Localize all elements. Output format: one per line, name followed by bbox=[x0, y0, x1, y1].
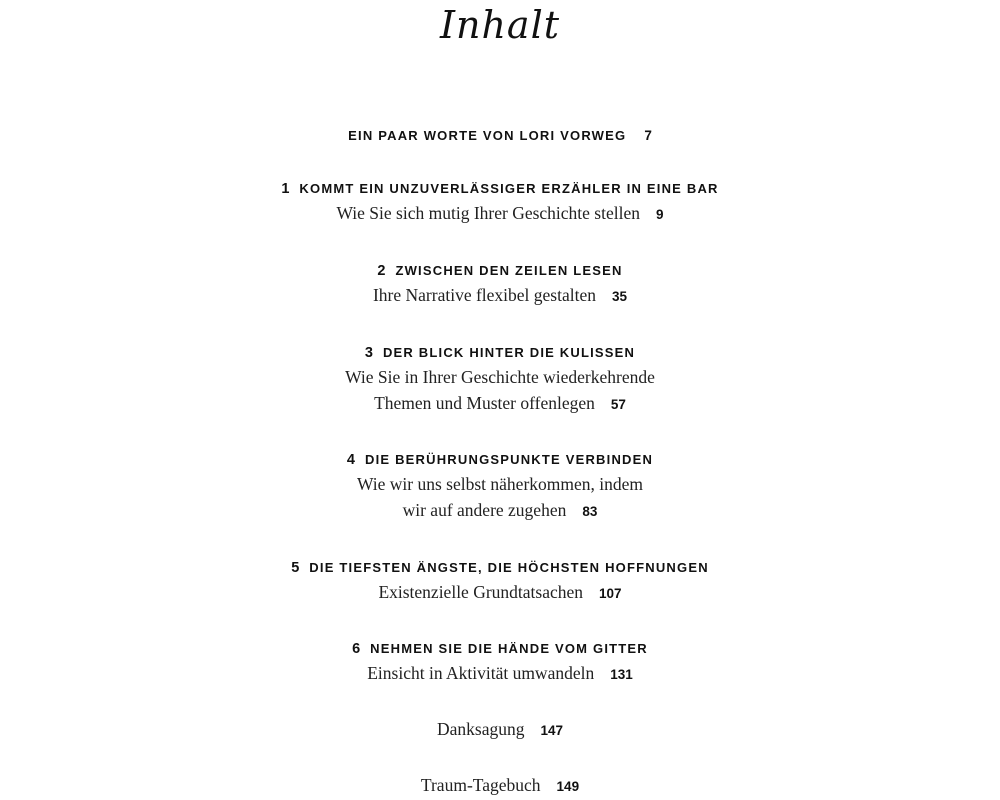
chapter-page: 35 bbox=[611, 289, 628, 304]
chapter-number: 4 bbox=[346, 452, 355, 468]
toc-chapter-5-heading[interactable] bbox=[0, 559, 1000, 577]
chapter-page: 83 bbox=[582, 504, 598, 519]
chapter-number: 5 bbox=[291, 560, 300, 576]
toc-intro-label: EIN PAAR WORTE VON LORI VORWEG bbox=[348, 128, 627, 143]
toc-acknowledgements[interactable] bbox=[0, 719, 1000, 740]
chapter-title: DER BLICK HINTER DIE KULISSEN bbox=[382, 345, 636, 360]
backmatter-page: 149 bbox=[556, 779, 580, 794]
chapter-title: DIE BERÜHRUNGSPUNKTE VERBINDEN bbox=[365, 452, 654, 467]
chapter-page: 131 bbox=[610, 667, 633, 682]
chapter-number: 6 bbox=[352, 641, 361, 657]
toc-chapter-1-subtitle[interactable] bbox=[0, 203, 1000, 224]
toc-chapter-1-heading[interactable] bbox=[0, 180, 1000, 198]
chapter-page: 107 bbox=[599, 586, 622, 601]
chapter-title: KOMMT EIN UNZUVERLÄSSIGER ERZÄHLER IN EINE BAR bbox=[299, 181, 719, 196]
toc-chapter-6-subtitle[interactable] bbox=[0, 663, 1000, 684]
backmatter-label: Danksagung bbox=[436, 719, 525, 739]
chapter-number: 3 bbox=[364, 345, 373, 361]
page-title: Inhalt bbox=[439, 3, 561, 47]
toc-chapter-3-heading[interactable] bbox=[0, 344, 1000, 362]
toc-chapter-4-subtitle-line-2[interactable] bbox=[0, 500, 1000, 521]
chapter-subtitle: Wie Sie in Ihrer Geschichte wiederkehrende bbox=[345, 367, 655, 387]
toc-chapter-2-heading[interactable] bbox=[0, 262, 1000, 280]
toc-dream-journal[interactable] bbox=[0, 775, 1000, 796]
toc-intro-page: 7 bbox=[644, 128, 652, 143]
chapter-title: ZWISCHEN DEN ZEILEN LESEN bbox=[395, 263, 623, 278]
chapter-subtitle: Einsicht in Aktivität umwandeln bbox=[367, 663, 595, 683]
toc-chapter-3-subtitle-line-1[interactable] bbox=[0, 367, 1000, 388]
chapter-subtitle: Ihre Narrative flexibel gestalten bbox=[372, 285, 596, 305]
chapter-subtitle: wir auf andere zugehen bbox=[402, 500, 567, 520]
chapter-number: 1 bbox=[281, 181, 290, 197]
chapter-number: 2 bbox=[377, 263, 386, 279]
chapter-subtitle: Wie Sie sich mutig Ihrer Geschichte stellen bbox=[336, 203, 640, 223]
toc-chapter-2-subtitle[interactable] bbox=[0, 285, 1000, 306]
chapter-page: 9 bbox=[656, 207, 664, 222]
backmatter-label: Traum-Tagebuch bbox=[420, 775, 541, 795]
toc-intro[interactable] bbox=[0, 127, 1000, 145]
chapter-subtitle: Themen und Muster offenlegen bbox=[374, 393, 595, 413]
toc-chapter-5-subtitle[interactable] bbox=[0, 582, 1000, 603]
chapter-title: NEHMEN SIE DIE HÄNDE VOM GITTER bbox=[370, 641, 648, 656]
toc-chapter-4-subtitle-line-1[interactable] bbox=[0, 474, 1000, 495]
chapter-page: 57 bbox=[610, 397, 626, 412]
toc-chapter-3-subtitle-line-2[interactable] bbox=[0, 393, 1000, 414]
backmatter-page: 147 bbox=[540, 723, 563, 738]
chapter-subtitle: Wie wir uns selbst näherkommen, indem bbox=[356, 474, 644, 494]
toc-chapter-6-heading[interactable] bbox=[0, 640, 1000, 658]
chapter-title: DIE TIEFSTEN ÄNGSTE, DIE HÖCHSTEN HOFFNUNGEN bbox=[309, 560, 709, 575]
chapter-subtitle: Existenzielle Grundtatsachen bbox=[378, 582, 584, 602]
toc-chapter-4-heading[interactable] bbox=[0, 451, 1000, 469]
